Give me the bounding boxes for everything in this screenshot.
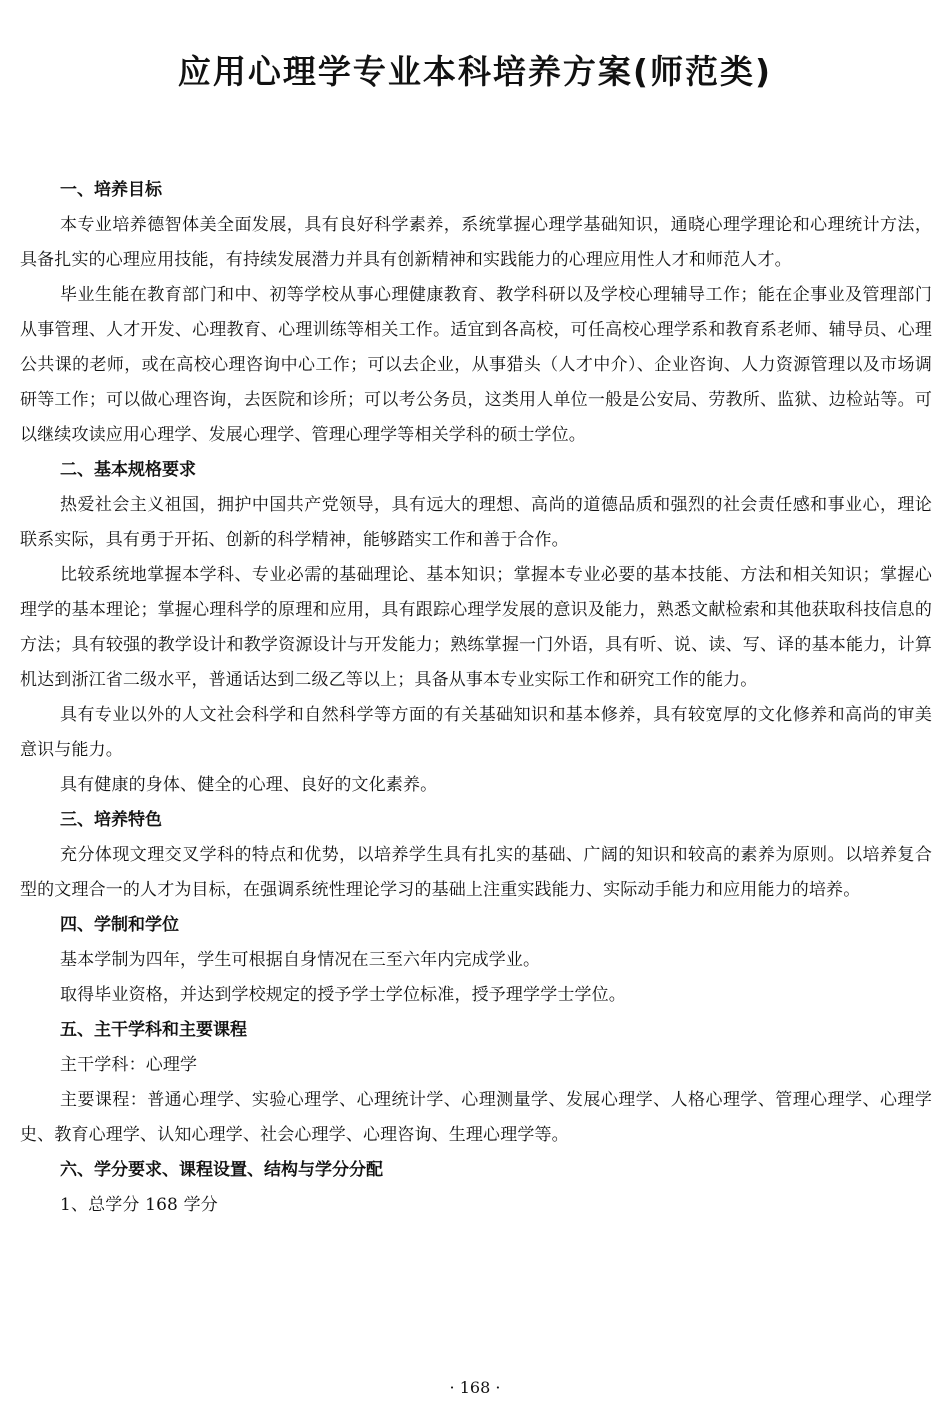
paragraph: 热爱社会主义祖国，拥护中国共产党领导，具有远大的理想、高尚的道德品质和强烈的社会责任感和事业心，理论联系实际，具有勇于开拓、创新的科学精神，能够踏实工作和善于合作。 — [20, 495, 932, 550]
paragraph: 比较系统地掌握本学科、专业必需的基础理论、基本知识；掌握本专业必要的基本技能、方法和相关知识；掌握心理学的基本理论；掌握心理科学的原理和应用，具有跟踪心理学发展的意识及能力，熟悉文献检索和其他获取科技信息的方法；具有较强的教学设计和教学资源设计与开发能力；熟练掌握一门外语，具有听、说、读、写、译的基本能力，计算机达到浙江省二级水平，普通话达到二级乙等以上；具备从事本专业实际工作和研究工作的能力。 — [20, 565, 932, 690]
paragraph: 基本学制为四年，学生可根据自身情况在三至六年内完成学业。 — [60, 950, 541, 970]
paragraph: 1、总学分 168 学分 — [60, 1195, 218, 1215]
paragraph: 毕业生能在教育部门和中、初等学校从事心理健康教育、教学科研以及学校心理辅导工作；能在企事业及管理部门从事管理、人才开发、心理教育、心理训练等相关工作。适宜到各高校，可任高校心理学系和教育系老师、辅导员、心理公共课的老师，或在高校心理咨询中心工作；可以去企业，从事猎头（人才中介）、企业咨询、人力资源管理以及市场调研等工作；可以做心理咨询，去医院和诊所；可以考公务员，这类用人单位一般是公安局、劳教所、监狱、边检站等。可以继续攻读应用心理学、发展心理学、管理心理学等相关学科的硕士学位。 — [20, 285, 932, 445]
paragraph: 取得毕业资格，并达到学校规定的授予学士学位标准，授予理学学士学位。 — [60, 985, 626, 1005]
section-heading-objectives: 一、培养目标 — [60, 180, 162, 200]
section-heading-credits: 六、学分要求、课程设置、结构与学分分配 — [60, 1160, 383, 1180]
paragraph: 主要课程：普通心理学、实验心理学、心理统计学、心理测量学、发展心理学、人格心理学、管理心理学、心理学史、教育心理学、认知心理学、社会心理学、心理咨询、生理心理学等。 — [20, 1090, 932, 1145]
paragraph: 具有健康的身体、健全的心理、良好的文化素养。 — [60, 775, 438, 795]
paragraph: 充分体现文理交叉学科的特点和优势，以培养学生具有扎实的基础、广阔的知识和较高的素养为原则。以培养复合型的文理合一的人才为目标，在强调系统性理论学习的基础上注重实践能力、实际动手能力和应用能力的培养。 — [20, 845, 932, 900]
page-number: · 168 · — [449, 1378, 501, 1397]
document-body — [20, 173, 932, 1223]
paragraph: 本专业培养德智体美全面发展，具有良好科学素养，系统掌握心理学基础知识，通晓心理学理论和心理统计方法，具备扎实的心理应用技能，有持续发展潜力并具有创新精神和实践能力的心理应用性人才和师范人才。 — [20, 215, 932, 270]
section-heading-requirements: 二、基本规格要求 — [60, 460, 196, 480]
paragraph: 主干学科：心理学 — [60, 1055, 198, 1075]
section-heading-duration-degree: 四、学制和学位 — [60, 915, 179, 935]
page-title: 应用心理学专业本科培养方案(师范类) — [177, 52, 773, 91]
section-heading-features: 三、培养特色 — [60, 810, 162, 830]
paragraph: 具有专业以外的人文社会科学和自然科学等方面的有关基础知识和基本修养，具有较宽厚的文化修养和高尚的审美意识与能力。 — [20, 705, 932, 760]
section-heading-disciplines-courses: 五、主干学科和主要课程 — [60, 1020, 247, 1040]
